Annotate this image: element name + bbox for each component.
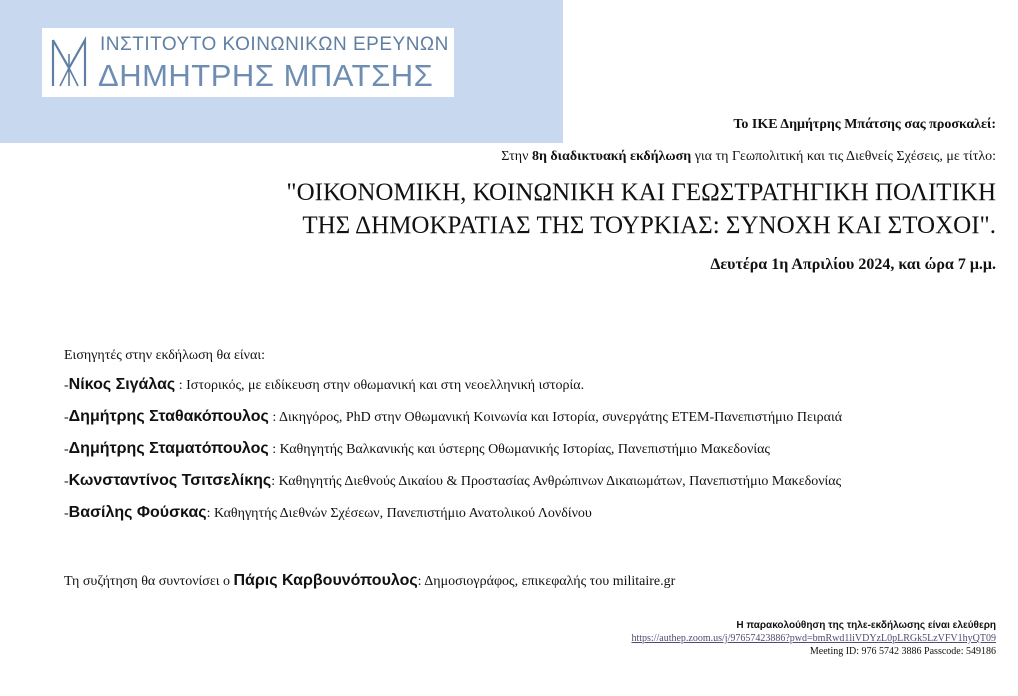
event-intro <box>501 149 996 165</box>
intro-prefix: Στην <box>501 149 532 164</box>
speaker-item: -Νίκος Σιγάλας : Ιστορικός, με ειδίκευση στην οθωμανική και στη νεοελληνική ιστορία. <box>64 376 585 393</box>
institute-logo <box>42 28 454 97</box>
meeting-id: Meeting ID: 976 5742 3886 Passcode: 549186 <box>809 646 996 657</box>
invitation-line: Το ΙΚΕ Δημήτρης Μπάτσης σας προσκαλεί: <box>733 117 996 132</box>
event-date: Δευτέρα 1η Απριλίου 2024, και ώρα 7 μ.μ. <box>710 256 996 273</box>
speakers-lead: Εισηγητές στην εκδήλωση θα είναι: <box>64 348 265 363</box>
moderator-suffix: : Δημοσιογράφος, επικεφαλής του militaire.gr <box>417 574 676 589</box>
footer-info <box>631 619 996 658</box>
speaker-desc: : Καθηγητής Διεθνών Σχέσεων, Πανεπιστήμιο Ανατολικού Λονδίνου <box>206 506 592 521</box>
logo-mark-icon <box>50 34 88 92</box>
speaker-name: Νίκος Σιγάλας <box>68 376 176 393</box>
event-title <box>286 176 996 242</box>
speaker-desc: : Δικηγόρος, PhD στην Οθωμανική Κοινωνία και Ιστορία, συνεργάτης ΕΤΕΜ-Πανεπιστήμιο Πειραιά <box>268 410 843 425</box>
speaker-name: Βασίλης Φούσκας <box>68 504 207 521</box>
header-band <box>0 0 563 143</box>
moderator-line <box>64 572 675 590</box>
moderator-name: Πάρις Καρβουνόπουλος <box>233 572 418 589</box>
speaker-name: Δημήτρης Σταθακόπουλος <box>68 408 269 425</box>
logo-institute-name: ΙΝΣΤΙΤΟΥΤΟ ΚΟΙΝΩΝΙΚΩΝ ΕΡΕΥΝΩΝ <box>100 34 449 55</box>
speaker-name: Δημήτρης Σταματόπουλος <box>68 440 269 457</box>
speaker-desc: : Καθηγητής Διεθνούς Δικαίου & Προστασίας Ανθρώπινων Δικαιωμάτων, Πανεπιστήμιο Μακεδονίας <box>271 474 842 489</box>
speakers-list <box>64 348 842 536</box>
intro-suffix: για τη Γεωπολιτική και τις Διεθνείς Σχέσεις, με τίτλο: <box>691 149 996 164</box>
free-attendance-note: Η παρακολούθηση της τηλε-εκδήλωσης είναι ελεύθερη <box>736 620 996 631</box>
speaker-desc: : Ιστορικός, με ειδίκευση στην οθωμανική και στη νεοελληνική ιστορία. <box>175 378 585 393</box>
speaker-item: -Δημήτρης Σταματόπουλος : Καθηγητής Βαλκανικής και ύστερης Οθωμανικής Ιστορίας, Πανεπιστήμιο Μακεδονίας <box>64 440 770 457</box>
moderator-prefix: Τη συζήτηση θα συντονίσει ο <box>64 574 234 589</box>
zoom-link[interactable]: https://authep.zoom.us/j/97657423886?pwd=bmRwd1liVDYzL0pLRGk5LzVFV1hyQT09 <box>631 633 996 644</box>
speaker-desc: : Καθηγητής Βαλκανικής και ύστερης Οθωμανικής Ιστορίας, Πανεπιστήμιο Μακεδονίας <box>268 442 770 457</box>
speaker-item: -Βασίλης Φούσκας: Καθηγητής Διεθνών Σχέσεων, Πανεπιστήμιο Ανατολικού Λονδίνου <box>64 504 592 521</box>
intro-event: 8η διαδικτυακή εκδήλωση <box>531 149 692 164</box>
title-line-1: "ΟΙΚΟΝΟΜΙΚΗ, ΚΟΙΝΩΝΙΚΗ ΚΑΙ ΓΕΩΣΤΡΑΤΗΓΙΚΗ ΠΟΛΙΤΙΚΗ <box>286 179 996 206</box>
logo-person-name: ΔΗΜΗΤΡΗΣ ΜΠΑΤΣΗΣ <box>98 58 434 93</box>
speaker-item: -Κωνσταντίνος Τσιτσελίκης: Καθηγητής Διεθνούς Δικαίου & Προστασίας Ανθρώπινων Δικαιωμάτων, Πανεπιστήμιο Μακεδονίας <box>64 472 842 489</box>
title-line-2: ΤΗΣ ΔΗΜΟΚΡΑΤΙΑΣ ΤΗΣ ΤΟΥΡΚΙΑΣ: ΣΥΝΟΧΗ ΚΑΙ ΣΤΟΧΟΙ". <box>302 212 996 239</box>
speaker-item: -Δημήτρης Σταθακόπουλος : Δικηγόρος, PhD στην Οθωμανική Κοινωνία και Ιστορία, συνεργάτης ΕΤΕΜ-Πανεπιστήμιο Πειραιά <box>64 408 843 425</box>
speaker-name: Κωνσταντίνος Τσιτσελίκης <box>68 472 272 489</box>
